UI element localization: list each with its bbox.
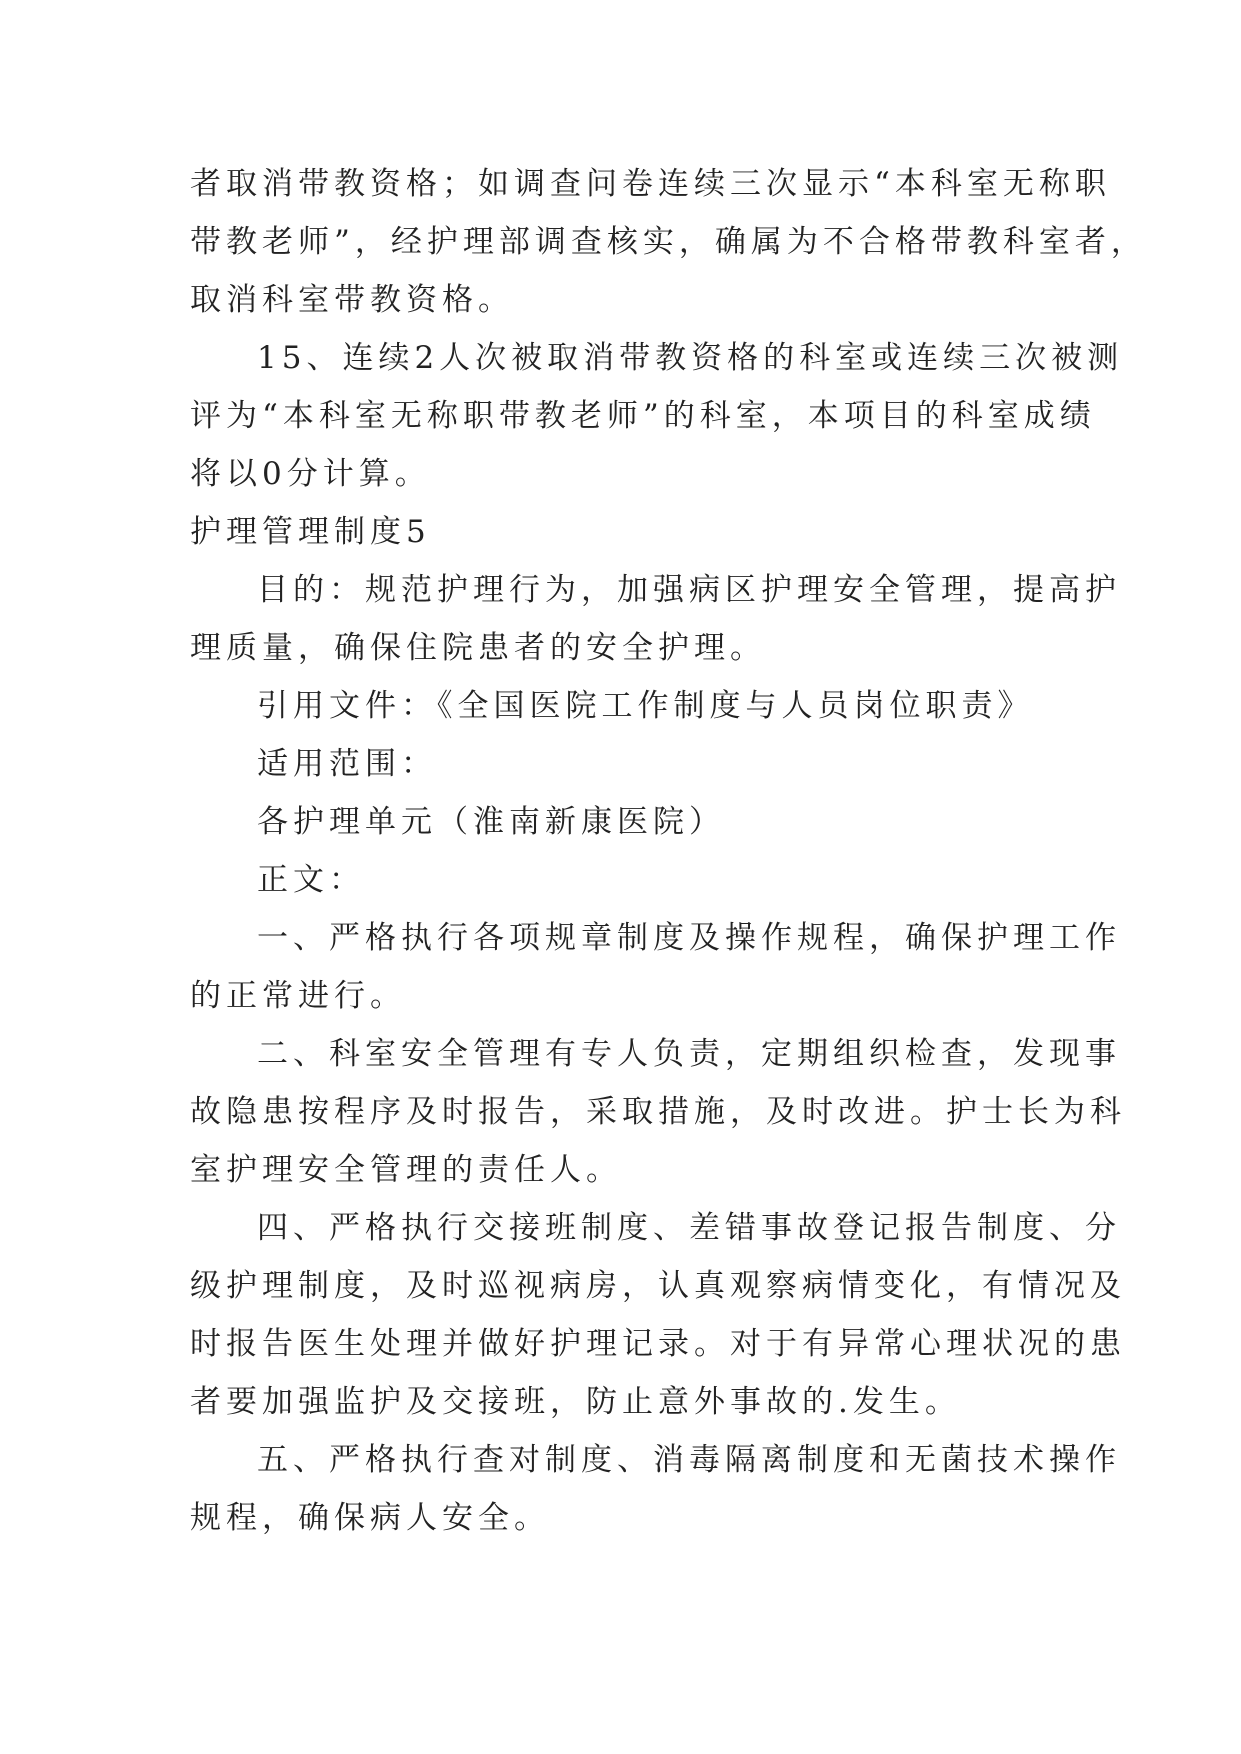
text-line: 级护理制度，及时巡视病房，认真观察病情变化，有情况及 (190, 1268, 1126, 1304)
text-line: 室护理安全管理的责任人。 (190, 1152, 622, 1188)
text-line: 各护理单元（淮南新康医院） (257, 804, 725, 840)
document-body (190, 155, 1147, 1547)
text-line: 理质量，确保住院患者的安全护理。 (190, 630, 766, 666)
text-line: 引用文件：《全国医院工作制度与人员岗位职责》 (257, 688, 1034, 724)
section-heading: 护理管理制度5 (190, 514, 431, 550)
text-line: 时报告医生处理并做好护理记录。对于有异常心理状况的患 (190, 1326, 1126, 1362)
text-line: 取消科室带教资格。 (190, 282, 514, 318)
text-line: 四、严格执行交接班制度、差错事故登记报告制度、分 (257, 1210, 1121, 1246)
text-line: 二、科室安全管理有专人负责，定期组织检查，发现事 (257, 1036, 1121, 1072)
text-line: 规程，确保病人安全。 (190, 1500, 550, 1536)
text-line: 适用范围： (257, 746, 437, 782)
text-line: 带教老师”，经护理部调查核实，确属为不合格带教科室者， (190, 224, 1147, 260)
text-line: 者要加强监护及交接班，防止意外事故的.发生。 (190, 1384, 961, 1420)
text-line: 的正常进行。 (190, 978, 406, 1014)
text-line: 将以0分计算。 (190, 456, 431, 492)
text-line: 正文： (257, 862, 365, 898)
text-line: 目的：规范护理行为，加强病区护理安全管理，提高护 (257, 572, 1121, 608)
text-line: 评为“本科室无称职带教老师”的科室，本项目的科室成绩 (190, 398, 1096, 434)
text-line: 一、严格执行各项规章制度及操作规程，确保护理工作 (257, 920, 1121, 956)
text-line: 15、连续2人次被取消带教资格的科室或连续三次被测 (257, 340, 1124, 376)
text-line: 者取消带教资格；如调查问卷连续三次显示“本科室无称职 (190, 166, 1111, 202)
text-line: 五、严格执行查对制度、消毒隔离制度和无菌技术操作 (257, 1442, 1121, 1478)
text-line: 故隐患按程序及时报告，采取措施，及时改进。护士长为科 (190, 1094, 1126, 1130)
